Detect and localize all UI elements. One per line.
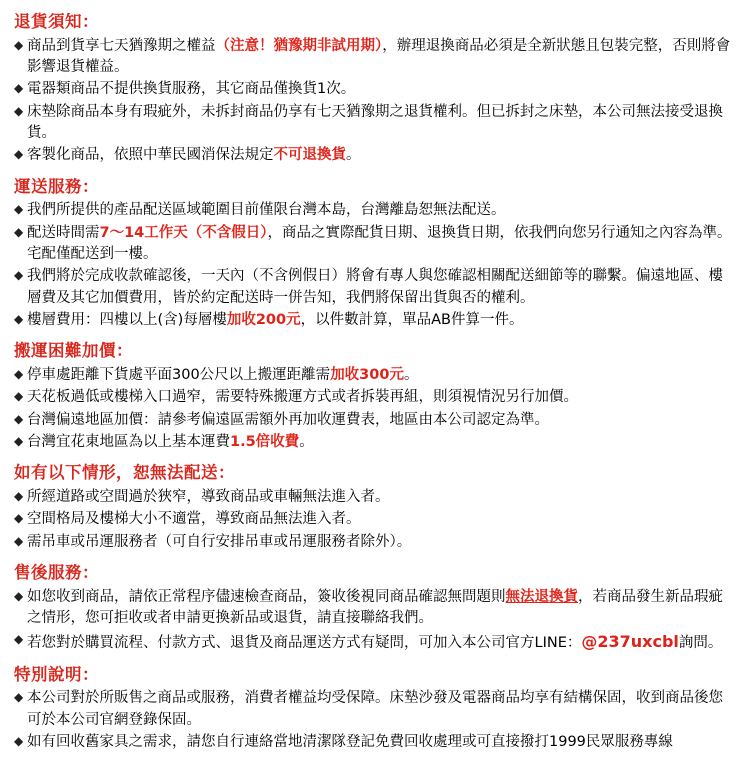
bullet-text: [27, 732, 736, 753]
diamond-bullet-icon: ◆: [14, 411, 24, 426]
diamond-bullet-icon: ◆: [14, 389, 24, 404]
section-special-notes: [14, 663, 736, 754]
text-fragment: 床墊除商品本身有瑕疵外，未拆封商品仍享有七天猶豫期之退貨權利。但已拆封之床墊，本公司無法接受退換貨。: [27, 103, 723, 141]
bullet-text: [27, 432, 736, 453]
text-fragment: 加收300元: [330, 367, 404, 383]
bullet-text: [27, 36, 736, 79]
bullet-item: [14, 310, 736, 331]
text-fragment: 我們所提供的產品配送區域範圍目前僅限台灣本島，台灣離島恕無法配送。: [27, 202, 506, 219]
text-fragment: 如您收到商品，請依正常程序儘速檢查商品，簽收後視同商品確認無問題則: [27, 588, 506, 605]
diamond-bullet-icon: ◆: [14, 103, 24, 118]
section-title: 搬運困難加價：: [14, 341, 133, 361]
bullet-text: [27, 79, 736, 100]
text-fragment: 空間格局及樓梯大小不適當，導致商品無法進入者。: [27, 511, 361, 528]
diamond-bullet-icon: ◆: [14, 433, 24, 448]
bullet-text: [27, 487, 736, 508]
text-fragment: ，若商品發生新品瑕疵之情形，您可拒收或者申請更換新品或退貨，請直接聯絡我們。: [27, 588, 723, 626]
section-difficult-transport: [14, 339, 736, 453]
bullet-item: [14, 432, 736, 453]
diamond-bullet-icon: ◆: [14, 367, 24, 381]
text-fragment: 。: [346, 147, 361, 164]
text-fragment: 如有回收舊家具之需求，請您自行連絡當地清潔隊登記免費回收處理或可直接撥打1999民眾服務專線: [27, 734, 673, 750]
bullet-text: [27, 532, 736, 553]
text-fragment: 本公司對於所販售之商品或服務，消費者權益均受保障。床墊沙發及電器商品均享有結構保固，收到商品後您可於本公司官網登錄保固。: [27, 690, 723, 728]
bullet-text: [27, 200, 736, 221]
text-fragment: 樓層費用：四樓以上(含)每層樓: [27, 311, 227, 328]
diamond-bullet-icon: ◆: [14, 311, 24, 326]
text-fragment: 需吊車或吊運服務者（可自行安排吊車或吊運服務者除外）。: [27, 533, 412, 550]
bullet-text: [27, 630, 736, 654]
text-fragment: 電器類商品不提供換貨服務，其它商品僅換貨1次。: [27, 81, 356, 98]
bullet-item: [14, 200, 736, 221]
bullet-item: [14, 145, 736, 166]
bullet-text: [27, 266, 736, 309]
bullet-item: [14, 630, 736, 654]
bullet-text: [27, 387, 736, 408]
bullet-item: [14, 102, 736, 145]
text-fragment: 商品到貨享七天猶豫期之權益: [27, 37, 216, 54]
section-after-sales: [14, 561, 736, 655]
bullet-text: [27, 145, 736, 166]
text-fragment: 台灣宜花東地區為以上基本運費: [27, 433, 230, 450]
section-title: 退貨須知：: [14, 12, 99, 31]
text-fragment: 我們將於完成收款確認後，一天內（不含例假日）將會有專人與您確認相關配送細節等的聯繫。偏遠地區、樓層費及其它加價費用，皆於約定配送時一併告知，我們將保留出貨與否的權利。: [27, 268, 723, 306]
text-fragment: 客製化商品，依照中華民國消保法規定: [27, 147, 274, 164]
bullet-text: [27, 365, 736, 386]
diamond-bullet-icon: ◆: [14, 81, 24, 96]
bullet-text: [27, 310, 736, 331]
section-title: 售後服務：: [14, 562, 99, 582]
bullet-text: [27, 509, 736, 530]
diamond-bullet-icon: ◆: [14, 224, 24, 239]
bullet-item: [14, 387, 736, 408]
text-fragment: 天花板過低或樓梯入口過窄，需要特殊搬運方式或者拆裝再組，則須視情況另行加價。: [27, 389, 578, 406]
diamond-bullet-icon: ◆: [14, 632, 24, 647]
bullet-text: [27, 587, 736, 630]
bullet-item: [14, 532, 736, 553]
diamond-bullet-icon: ◆: [14, 734, 24, 748]
text-fragment: 詢問。: [678, 635, 723, 652]
bullet-item: [14, 587, 736, 630]
text-fragment: 所經道路或空間過於狹窄，導致商品或車輛無法進入者。: [27, 489, 390, 505]
bullet-item: [14, 365, 736, 386]
text-fragment: ，商品之實際配貨日期、退換貨日期，依我們向您另行通知之內容為準。宅配僅配送到一樓。: [27, 224, 732, 262]
section-delivery-service: [14, 175, 736, 332]
text-fragment: 配送時間需: [27, 224, 100, 241]
text-fragment: 若您對於購買流程、付款方式、退貨及商品運送方式有疑問，可加入本公司官方LINE：: [27, 635, 582, 652]
bullet-item: [14, 79, 736, 100]
sections-container: [14, 10, 736, 753]
text-fragment: 7～14工作天（不含假日）: [99, 224, 268, 241]
section-title: 如有以下情形，恕無法配送：: [14, 463, 235, 483]
bullet-text: [27, 410, 736, 431]
bullet-text: [27, 223, 736, 266]
text-fragment: 不可退換貨: [273, 147, 346, 164]
text-fragment: 台灣偏遠地區加價：請參考偏遠區需額外再加收運費表，地區由本公司認定為準。: [27, 411, 549, 428]
bullet-item: [14, 223, 736, 266]
section-no-delivery-cases: [14, 461, 736, 553]
diamond-bullet-icon: ◆: [14, 147, 24, 162]
diamond-bullet-icon: ◆: [14, 37, 24, 52]
bullet-item: [14, 487, 736, 508]
diamond-bullet-icon: ◆: [14, 202, 24, 217]
text-fragment: 。: [403, 367, 419, 383]
text-fragment: 加收200元: [226, 311, 301, 328]
text-fragment: ，以件數計算，單品AB件算一件。: [300, 311, 524, 328]
section-title: 特別說明：: [14, 664, 99, 684]
bullet-item: [14, 266, 736, 309]
text-fragment: 無法退換貨: [505, 588, 578, 605]
diamond-bullet-icon: ◆: [14, 690, 24, 705]
diamond-bullet-icon: ◆: [14, 268, 24, 283]
section-return-notice: [14, 10, 736, 167]
text-fragment: @237uxcbl: [581, 632, 679, 652]
bullet-item: [14, 36, 736, 79]
diamond-bullet-icon: ◆: [14, 489, 24, 503]
text-fragment: 停車處距離下貨處平面300公尺以上搬運距離需: [27, 367, 331, 383]
bullet-item: [14, 410, 736, 431]
text-fragment: 。: [299, 433, 314, 450]
text-fragment: （注意！猶豫期非試用期）: [215, 37, 383, 54]
text-fragment: ，辦理退換商品必須是全新狀態且包裝完整，否則將會影響退貨權益。: [27, 37, 731, 76]
diamond-bullet-icon: ◆: [14, 511, 24, 526]
diamond-bullet-icon: ◆: [14, 533, 24, 548]
bullet-text: [27, 102, 736, 145]
bullet-text: [27, 688, 736, 731]
section-title: 運送服務：: [14, 176, 99, 196]
bullet-item: [14, 509, 736, 530]
diamond-bullet-icon: ◆: [14, 588, 24, 603]
bullet-item: [14, 688, 736, 731]
text-fragment: 1.5倍收費: [230, 433, 300, 450]
bullet-item: [14, 732, 736, 753]
